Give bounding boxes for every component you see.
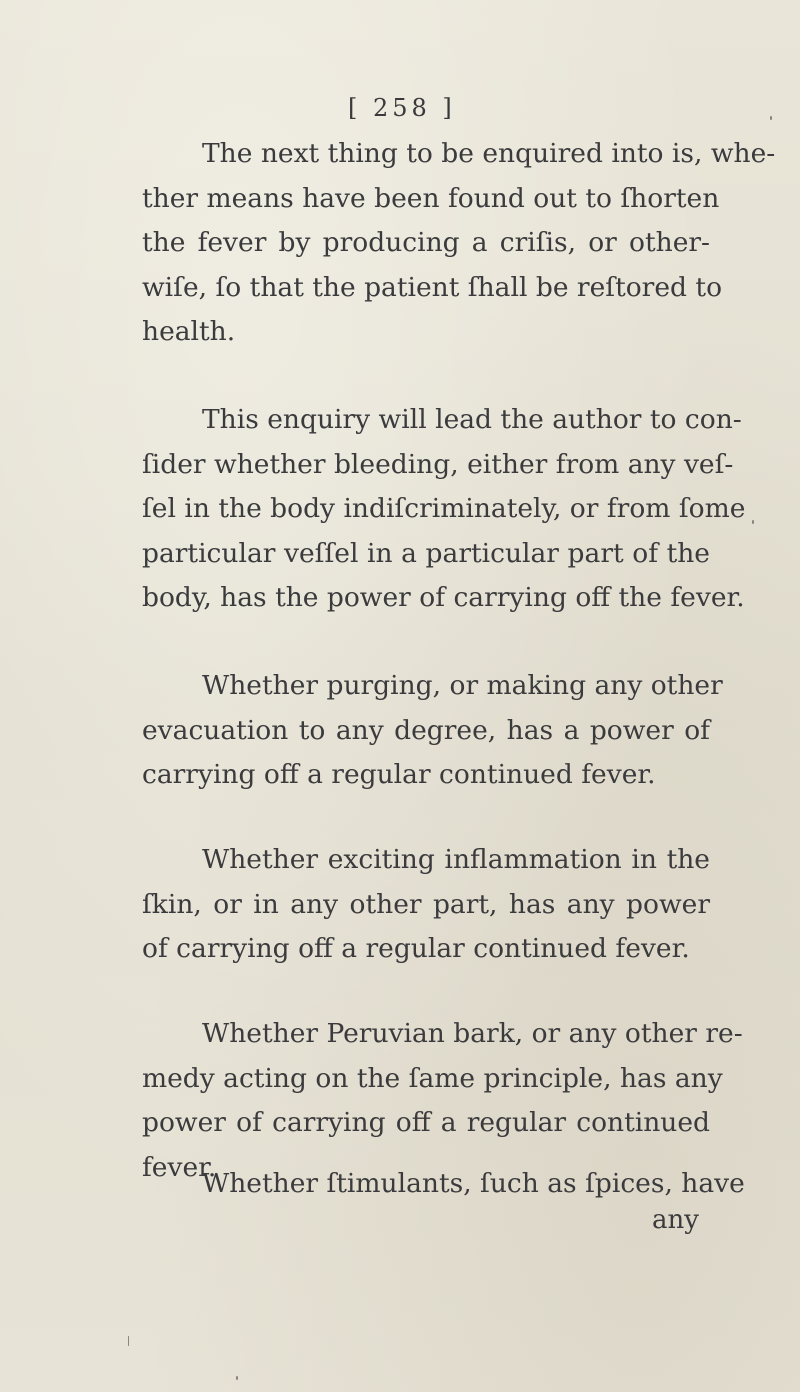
- text-line: ſider whether bleeding, either from any veſ-: [142, 448, 734, 480]
- text-line: ſel in the body indiſcriminately, or from ſome: [142, 493, 746, 524]
- text-line: of carrying off a regular continued fever.: [142, 933, 690, 964]
- paper-speck: [752, 520, 754, 524]
- paper-speck: [236, 1376, 238, 1380]
- paper-speck: [128, 1336, 129, 1346]
- text-line: ſkin, or in any other part, has any power: [142, 888, 710, 920]
- text-line: Whether Peruvian bark, or any other re-: [202, 1018, 743, 1049]
- text-line: Whether purging, or making any other: [202, 670, 723, 701]
- text-line: health.: [142, 316, 236, 347]
- text-line: fever.: [142, 1151, 217, 1183]
- text-line: carrying off a regular continued fever.: [142, 759, 656, 790]
- page-number: [ 258 ]: [348, 94, 456, 122]
- text-line: body, has the power of carrying off the fever.: [142, 582, 745, 613]
- text-line: medy acting on the ſame principle, has any: [142, 1062, 723, 1094]
- text-line: The next thing to be enquired into is, whe-: [202, 138, 776, 169]
- text-line: ther means have been found out to ſhorten: [142, 182, 720, 214]
- text-line: particular veſſel in a particular part of the: [142, 537, 710, 569]
- catchword: any: [652, 1205, 699, 1235]
- text-line: the fever by producing a criſis, or other-: [142, 227, 710, 258]
- text-line: power of carrying off a regular continued: [142, 1107, 710, 1138]
- paper-speck: [770, 116, 772, 120]
- text-line: evacuation to any degree, has a power of: [142, 714, 710, 746]
- text-line: wiſe, ſo that the patient ſhall be reſtored to: [142, 271, 723, 303]
- text-line: This enquiry will lead the author to con-: [202, 404, 742, 435]
- text-line: Whether ſtimulants, ſuch as ſpices, have: [202, 1168, 745, 1199]
- text-line: Whether exciting inflammation in the: [202, 844, 710, 875]
